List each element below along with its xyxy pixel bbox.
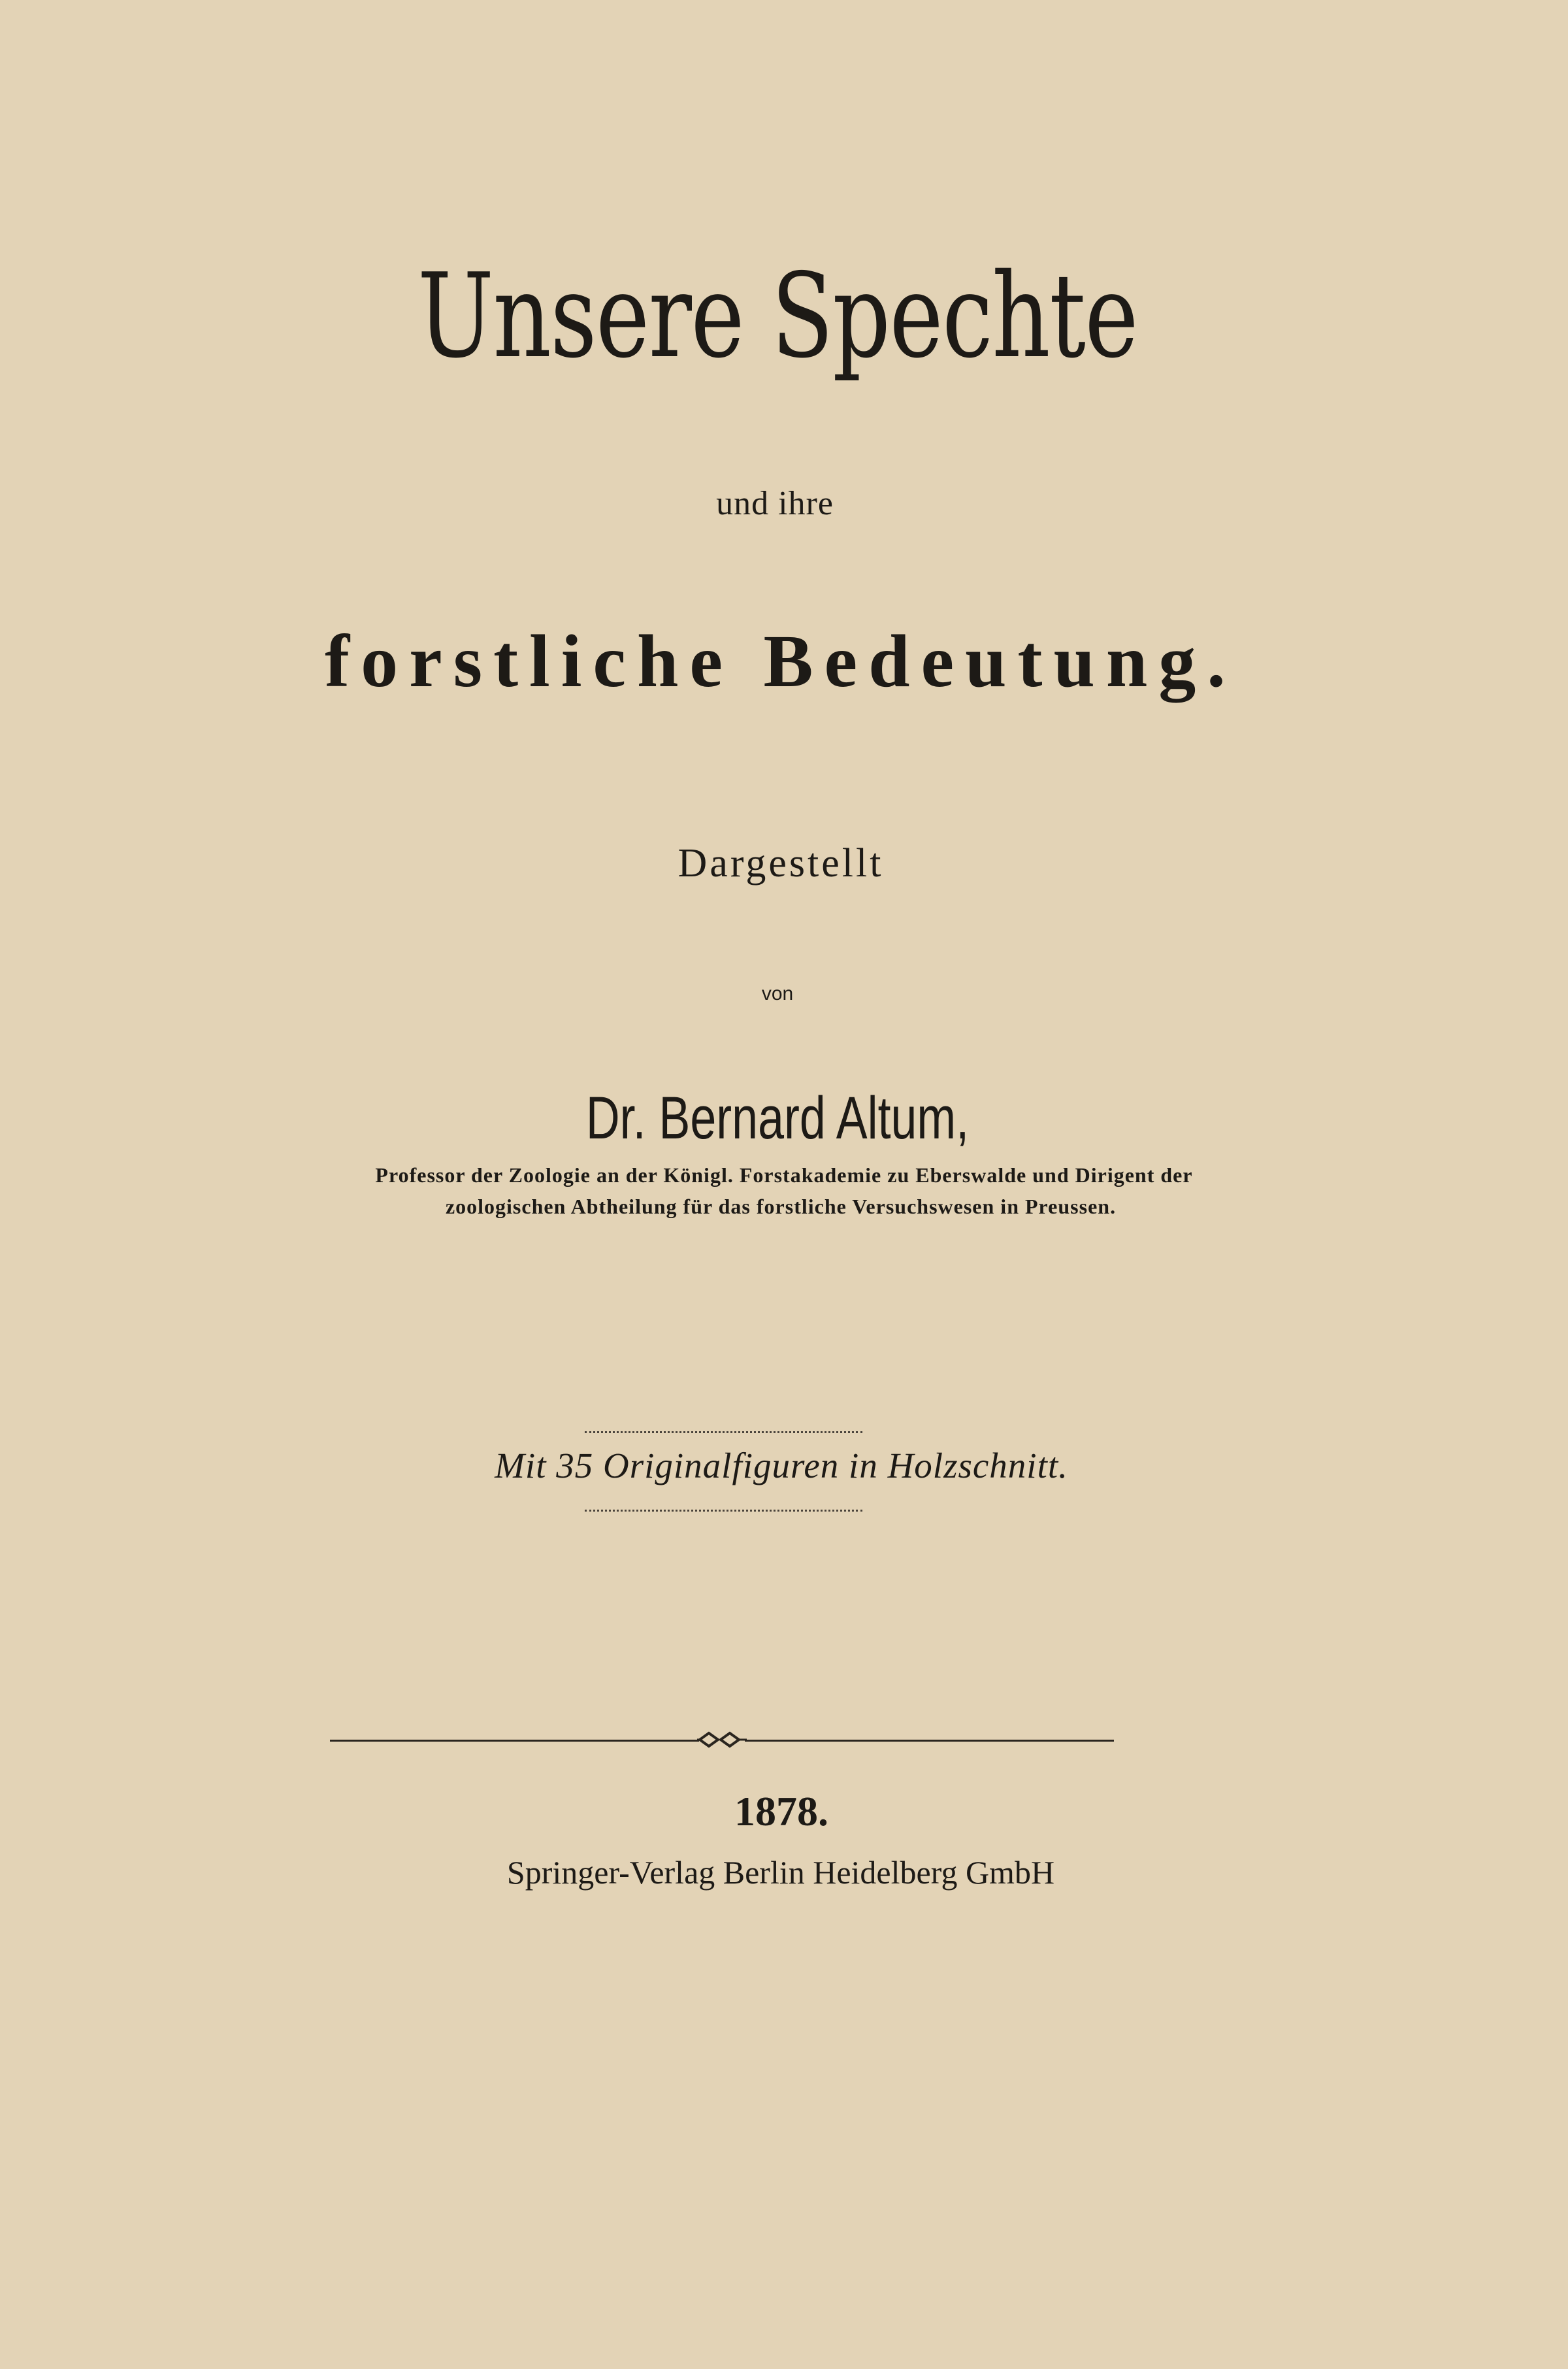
author-affiliation-line-1: Professor der Zoologie an der Königl. Forstakademie zu Eberswalde und Dirigent der <box>375 1163 1193 1187</box>
publisher-name: Springer-Verlag Berlin Heidelberg GmbH <box>506 1854 1055 1891</box>
dotted-divider-top <box>585 1431 862 1433</box>
publication-year: 1878. <box>734 1788 828 1834</box>
dotted-divider-bottom <box>585 1510 862 1512</box>
title-connector: und ihre <box>716 485 834 522</box>
author-affiliation-line-2: zoologischen Abtheilung für das forstliche Versuchswesen in Preussen. <box>445 1195 1117 1218</box>
horizontal-rule-right <box>745 1740 1114 1742</box>
by-label: von <box>761 983 794 1004</box>
author-name: Dr. Bernard Altum, <box>585 1085 970 1151</box>
subtitle: forstliche Bedeutung. <box>325 620 1237 703</box>
horizontal-rule-left <box>330 1740 699 1742</box>
presented-label: Dargestellt <box>678 841 884 886</box>
figures-note: Mit 35 Originalfiguren in Holzschnitt. <box>495 1446 1068 1485</box>
double-diamond-ornament-icon <box>697 1727 747 1753</box>
main-title: Unsere Spechte <box>417 248 1137 384</box>
